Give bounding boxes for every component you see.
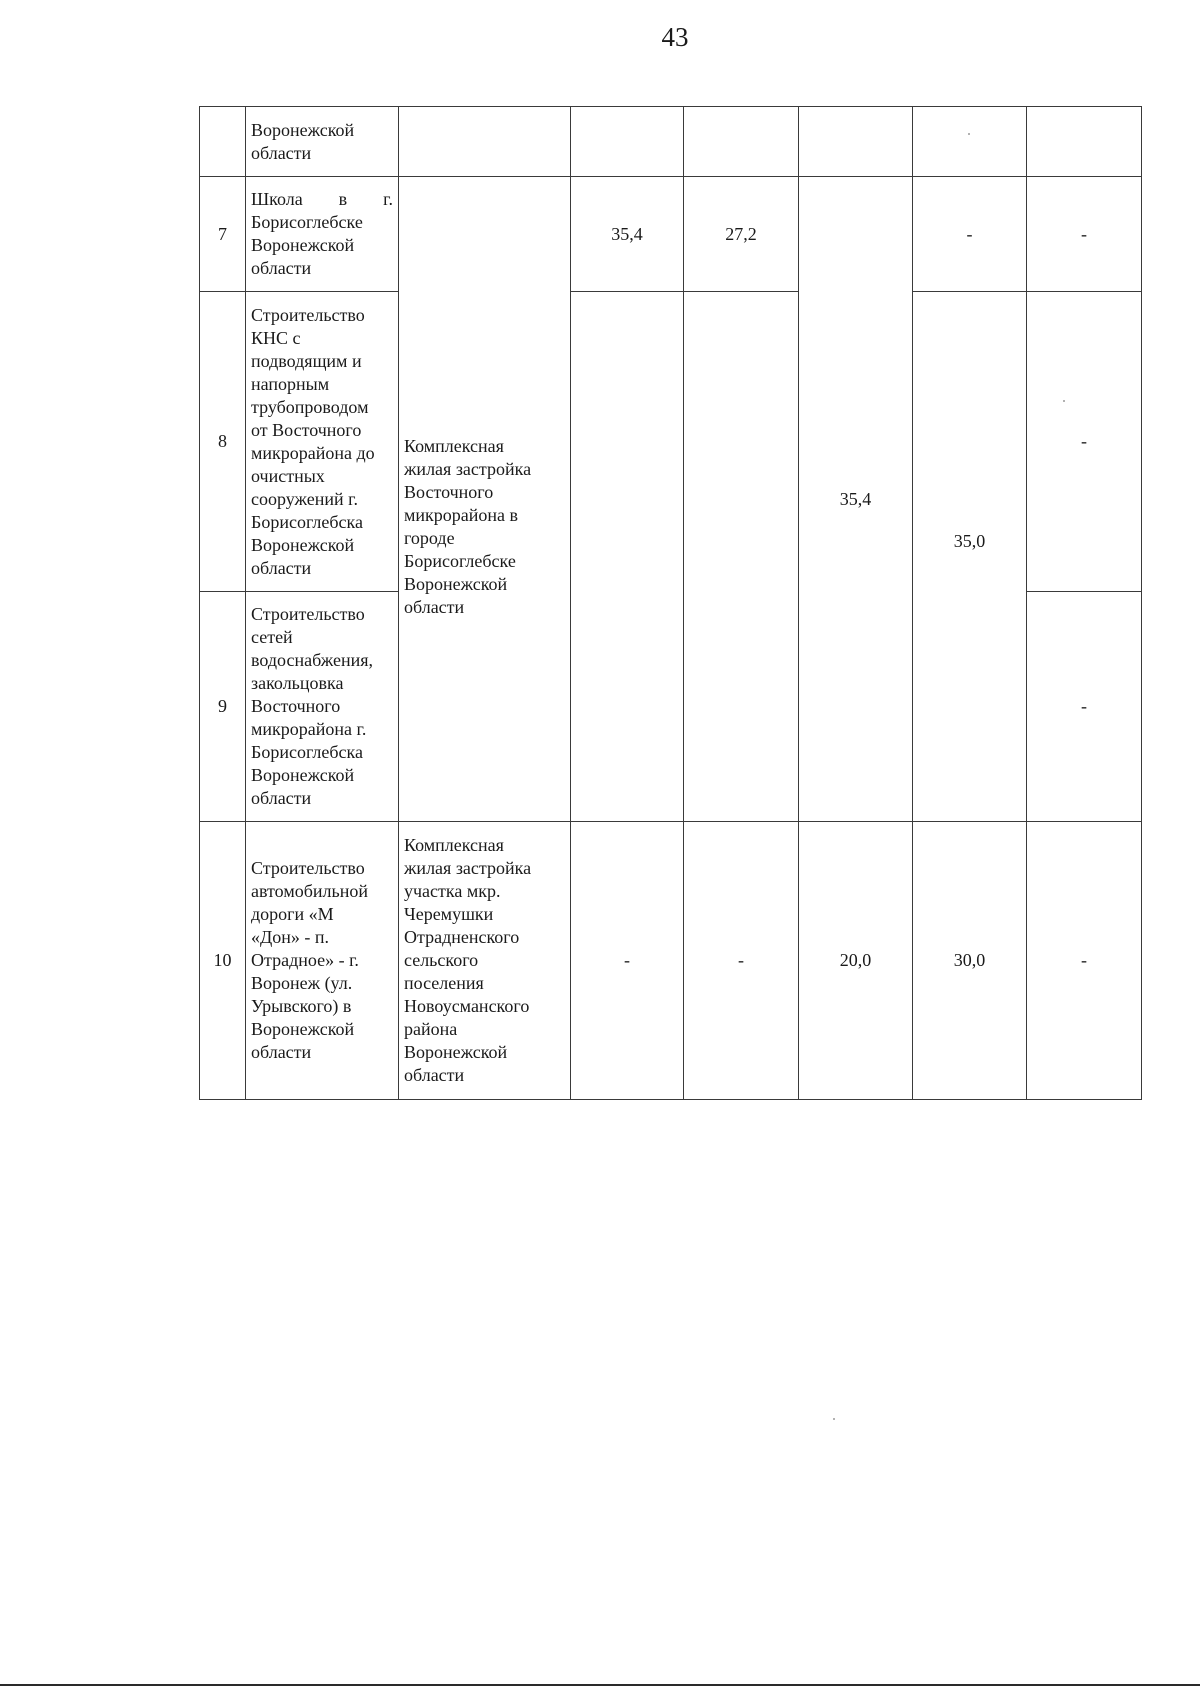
scan-speck xyxy=(1063,400,1065,402)
value-cell: - xyxy=(1027,592,1142,822)
value-cell: 20,0 xyxy=(799,822,913,1100)
object-name-first-line: Школа в г. xyxy=(251,189,393,209)
value-cell: 30,0 xyxy=(913,822,1027,1100)
value-cell: - xyxy=(571,822,684,1100)
value-cell-empty xyxy=(684,292,799,822)
object-name: Воронежской области xyxy=(246,107,399,177)
value-cell: - xyxy=(1027,177,1142,292)
row-number: 7 xyxy=(200,177,246,292)
row-number xyxy=(200,107,246,177)
object-name: Строительство сетей водоснабжения, закольцовка Восточного микрорайона г. Борисоглебска Воронежской области xyxy=(246,592,399,822)
table-row xyxy=(200,107,1142,177)
investment-projects-table xyxy=(199,106,1142,1100)
scan-speck xyxy=(968,133,970,135)
value-cell-merged: 35,0 xyxy=(913,292,1027,822)
row-number: 9 xyxy=(200,592,246,822)
value-cell: - xyxy=(1027,292,1142,592)
value-cell: - xyxy=(684,822,799,1100)
object-name: Строительство автомобильной дороги «М «Дон» - п. Отрадное» - г. Воронеж (ул. Урывского) в Воронежской области xyxy=(246,822,399,1100)
value-cell: - xyxy=(1027,822,1142,1100)
table-row xyxy=(200,822,1142,1100)
value-cell-empty xyxy=(571,292,684,822)
table-row xyxy=(200,292,1142,592)
project-name: Комплексная жилая застройка участка мкр. Черемушки Отрадненского сельского поселения Новоусманского района Воронежской области xyxy=(399,822,571,1100)
value-cell-merged: 35,4 xyxy=(799,177,913,822)
page-number: 43 xyxy=(661,22,689,52)
project-name xyxy=(399,107,571,177)
value-cell xyxy=(913,107,1027,177)
value-cell xyxy=(799,107,913,177)
value-cell: 35,4 xyxy=(571,177,684,292)
row-number: 8 xyxy=(200,292,246,592)
project-name: Комплексная жилая застройка Восточного микрорайона в городе Борисоглебске Воронежской области xyxy=(399,177,571,822)
value-cell xyxy=(1027,107,1142,177)
value-cell xyxy=(571,107,684,177)
row-number: 10 xyxy=(200,822,246,1100)
object-name xyxy=(246,177,399,292)
scan-bottom-edge xyxy=(0,1684,1200,1686)
value-cell: - xyxy=(913,177,1027,292)
value-cell: 27,2 xyxy=(684,177,799,292)
scan-speck xyxy=(833,1418,835,1420)
object-name: Строительство КНС с подводящим и напорным трубопроводом от Восточного микрорайона до очистных сооружений г. Борисоглебска Воронежской области xyxy=(246,292,399,592)
object-name-rest: Борисоглебске Воронежской области xyxy=(251,212,363,278)
table-row xyxy=(200,177,1142,292)
value-cell xyxy=(684,107,799,177)
